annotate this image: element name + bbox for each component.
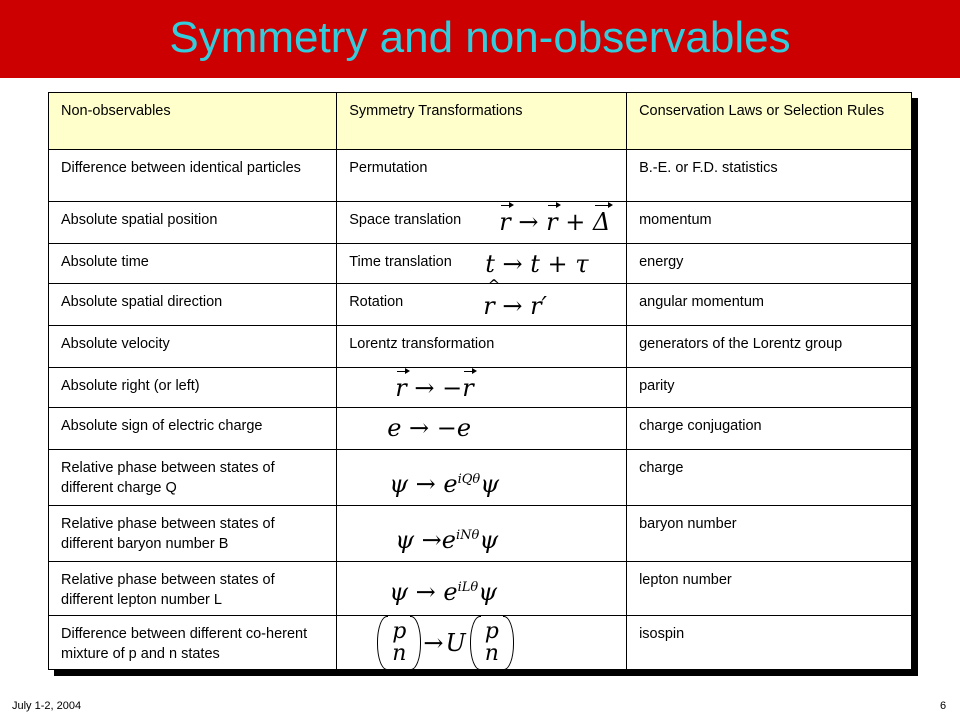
table-header-row	[49, 93, 912, 150]
formula-isospin: p n → U p n	[377, 616, 514, 676]
table-row	[49, 244, 912, 284]
cell-transformation: Lorentz transformation	[337, 326, 627, 368]
formula-parity: r → −r	[395, 374, 474, 402]
header-symmetry-transformations: Symmetry Transformations	[337, 93, 627, 150]
table-row	[49, 506, 912, 562]
formula-time-translation: t → t + τ	[485, 250, 589, 278]
cell-law: energy	[627, 244, 912, 284]
cell-non-observable: Difference between different co-herent mixture of p and n states	[49, 616, 337, 670]
formula-space-translation: r → r + Δ	[499, 208, 611, 236]
cell-law: isospin	[627, 616, 912, 670]
cell-transformation-with-formula	[337, 244, 627, 284]
formula-rotation: ^ r → r′	[483, 292, 547, 320]
footer-page-number: 6	[940, 700, 947, 712]
table-row	[49, 202, 912, 244]
cell-non-observable: Absolute time	[49, 244, 337, 284]
cell-law: angular momentum	[627, 284, 912, 326]
cell-non-observable: Absolute sign of electric charge	[49, 408, 337, 450]
header-conservation-laws: Conservation Laws or Selection Rules	[627, 93, 912, 150]
table-row	[49, 150, 912, 202]
table-row	[49, 326, 912, 368]
cell-non-observable: Relative phase between states of different lepton number L	[49, 562, 337, 616]
header-non-observables: Non-observables	[49, 93, 337, 150]
cell-non-observable: Relative phase between states of different charge Q	[49, 450, 337, 506]
formula-charge-phase: $\psi \to e^{iQ\theta}\psi$	[389, 470, 500, 498]
table-row	[49, 450, 912, 506]
table-row	[49, 408, 912, 450]
cell-formula-parity	[337, 368, 627, 408]
cell-transformation: Space translation	[349, 212, 462, 228]
cell-formula-baryon-phase	[337, 506, 627, 562]
cell-transformation-with-formula	[337, 202, 627, 244]
cell-non-observable: Absolute spatial position	[49, 202, 337, 244]
table-row	[49, 616, 912, 670]
cell-transformation: Permutation	[337, 150, 627, 202]
formula-lepton-phase: $\psi \to e^{iL\theta}\psi$	[389, 578, 498, 606]
cell-law: charge	[627, 450, 912, 506]
cell-formula-charge-phase	[337, 450, 627, 506]
cell-transformation: Time translation	[349, 254, 452, 270]
cell-law: parity	[627, 368, 912, 408]
cell-law: generators of the Lorentz group	[627, 326, 912, 368]
cell-non-observable: Absolute spatial direction	[49, 284, 337, 326]
cell-non-observable: Difference between identical particles	[49, 150, 337, 202]
cell-transformation: Rotation	[349, 294, 404, 310]
cell-formula-lepton-phase	[337, 562, 627, 616]
formula-charge-conjugation: e → −e	[387, 414, 472, 442]
cell-transformation-with-formula	[337, 284, 627, 326]
cell-non-observable: Relative phase between states of different baryon number B	[49, 506, 337, 562]
table-row	[49, 284, 912, 326]
slide-title: Symmetry and non-observables	[169, 13, 791, 62]
cell-non-observable: Absolute right (or left)	[49, 368, 337, 408]
cell-non-observable: Absolute velocity	[49, 326, 337, 368]
cell-law: B.-E. or F.D. statistics	[627, 150, 912, 202]
footer-date: July 1-2, 2004	[12, 700, 82, 712]
cell-formula-charge-conjugation	[337, 408, 627, 450]
table-row	[49, 368, 912, 408]
table-row	[49, 562, 912, 616]
cell-law: baryon number	[627, 506, 912, 562]
formula-baryon-phase: $\psi \to e^{iN\theta}\psi$	[395, 526, 499, 554]
cell-law: momentum	[627, 202, 912, 244]
symmetry-table	[48, 92, 912, 670]
cell-law: charge conjugation	[627, 408, 912, 450]
cell-formula-isospin	[337, 616, 627, 670]
cell-law: lepton number	[627, 562, 912, 616]
